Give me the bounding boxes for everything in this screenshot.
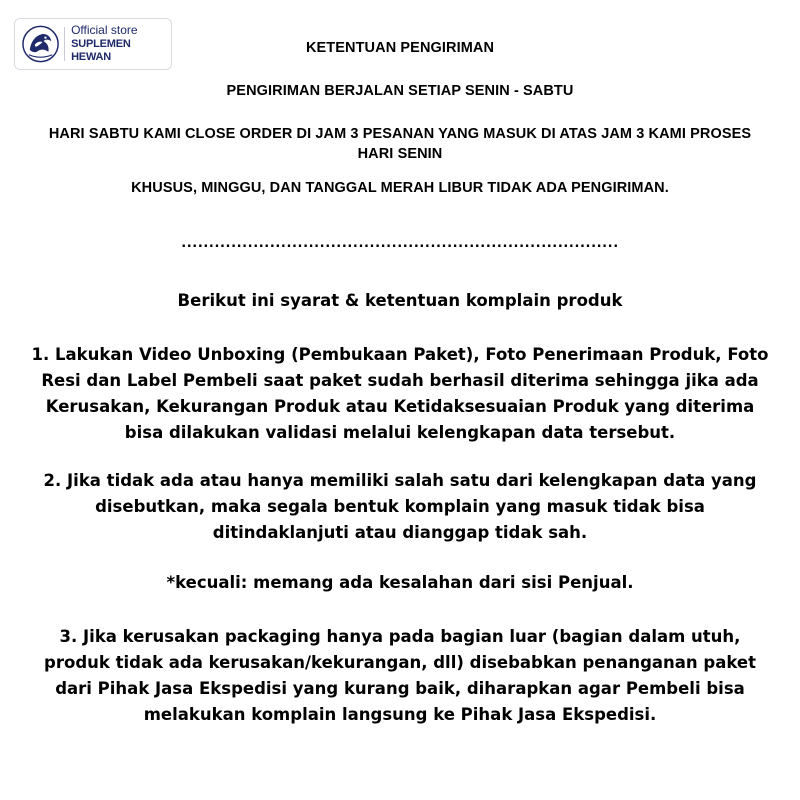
dotted-divider: ............................................................................... bbox=[181, 236, 619, 251]
saturday-rule: HARI SABTU KAMI CLOSE ORDER DI JAM 3 PESANAN YANG MASUK DI ATAS JAM 3 KAMI PROSES HARI SENIN bbox=[48, 126, 752, 162]
shipping-schedule: PENGIRIMAN BERJALAN SETIAP SENIN - SABTU bbox=[226, 83, 574, 99]
complaint-term-2: 2. Jika tidak ada atau hanya memiliki salah satu dari kelengkapan data yang disebutkan, maka segala bentuk komplain yang masuk tidak bisa ditindaklanjuti atau dianggap tidak sah. bbox=[43, 471, 757, 542]
shipping-title: KETENTUAN PENGIRIMAN bbox=[305, 40, 495, 56]
official-store-label: Official store bbox=[71, 23, 138, 38]
store-name: SUPLEMEN HEWAN bbox=[71, 38, 131, 63]
complaint-term-1: 1. Lakukan Video Unboxing (Pembukaan Paket), Foto Penerimaan Produk, Foto Resi dan Label Pembeli saat paket sudah berhasil diterima sehingga jika ada Kerusakan, Kekurangan Produk atau Ketidaksesuaian Produk yang diterima bisa dilakukan validasi melalui kelengkapan data tersebut. bbox=[31, 345, 769, 442]
holiday-rule: KHUSUS, MINGGU, DAN TANGGAL MERAH LIBUR TIDAK ADA PENGIRIMAN. bbox=[131, 180, 669, 196]
complaint-term-3: 3. Jika kerusakan packaging hanya pada bagian luar (bagian dalam utuh, produk tidak ada kerusakan/kekurangan, dll) disebabkan penanganan paket dari Pihak Jasa Ekspedisi yang kurang baik, diharapkan agar Pembeli bisa melakukan komplain langsung ke Pihak Jasa Ekspedisi. bbox=[44, 627, 756, 724]
complaint-heading: Berikut ini syarat & ketentuan komplain produk bbox=[177, 291, 623, 310]
exception-note: *kecuali: memang ada kesalahan dari sisi Penjual. bbox=[166, 573, 634, 592]
